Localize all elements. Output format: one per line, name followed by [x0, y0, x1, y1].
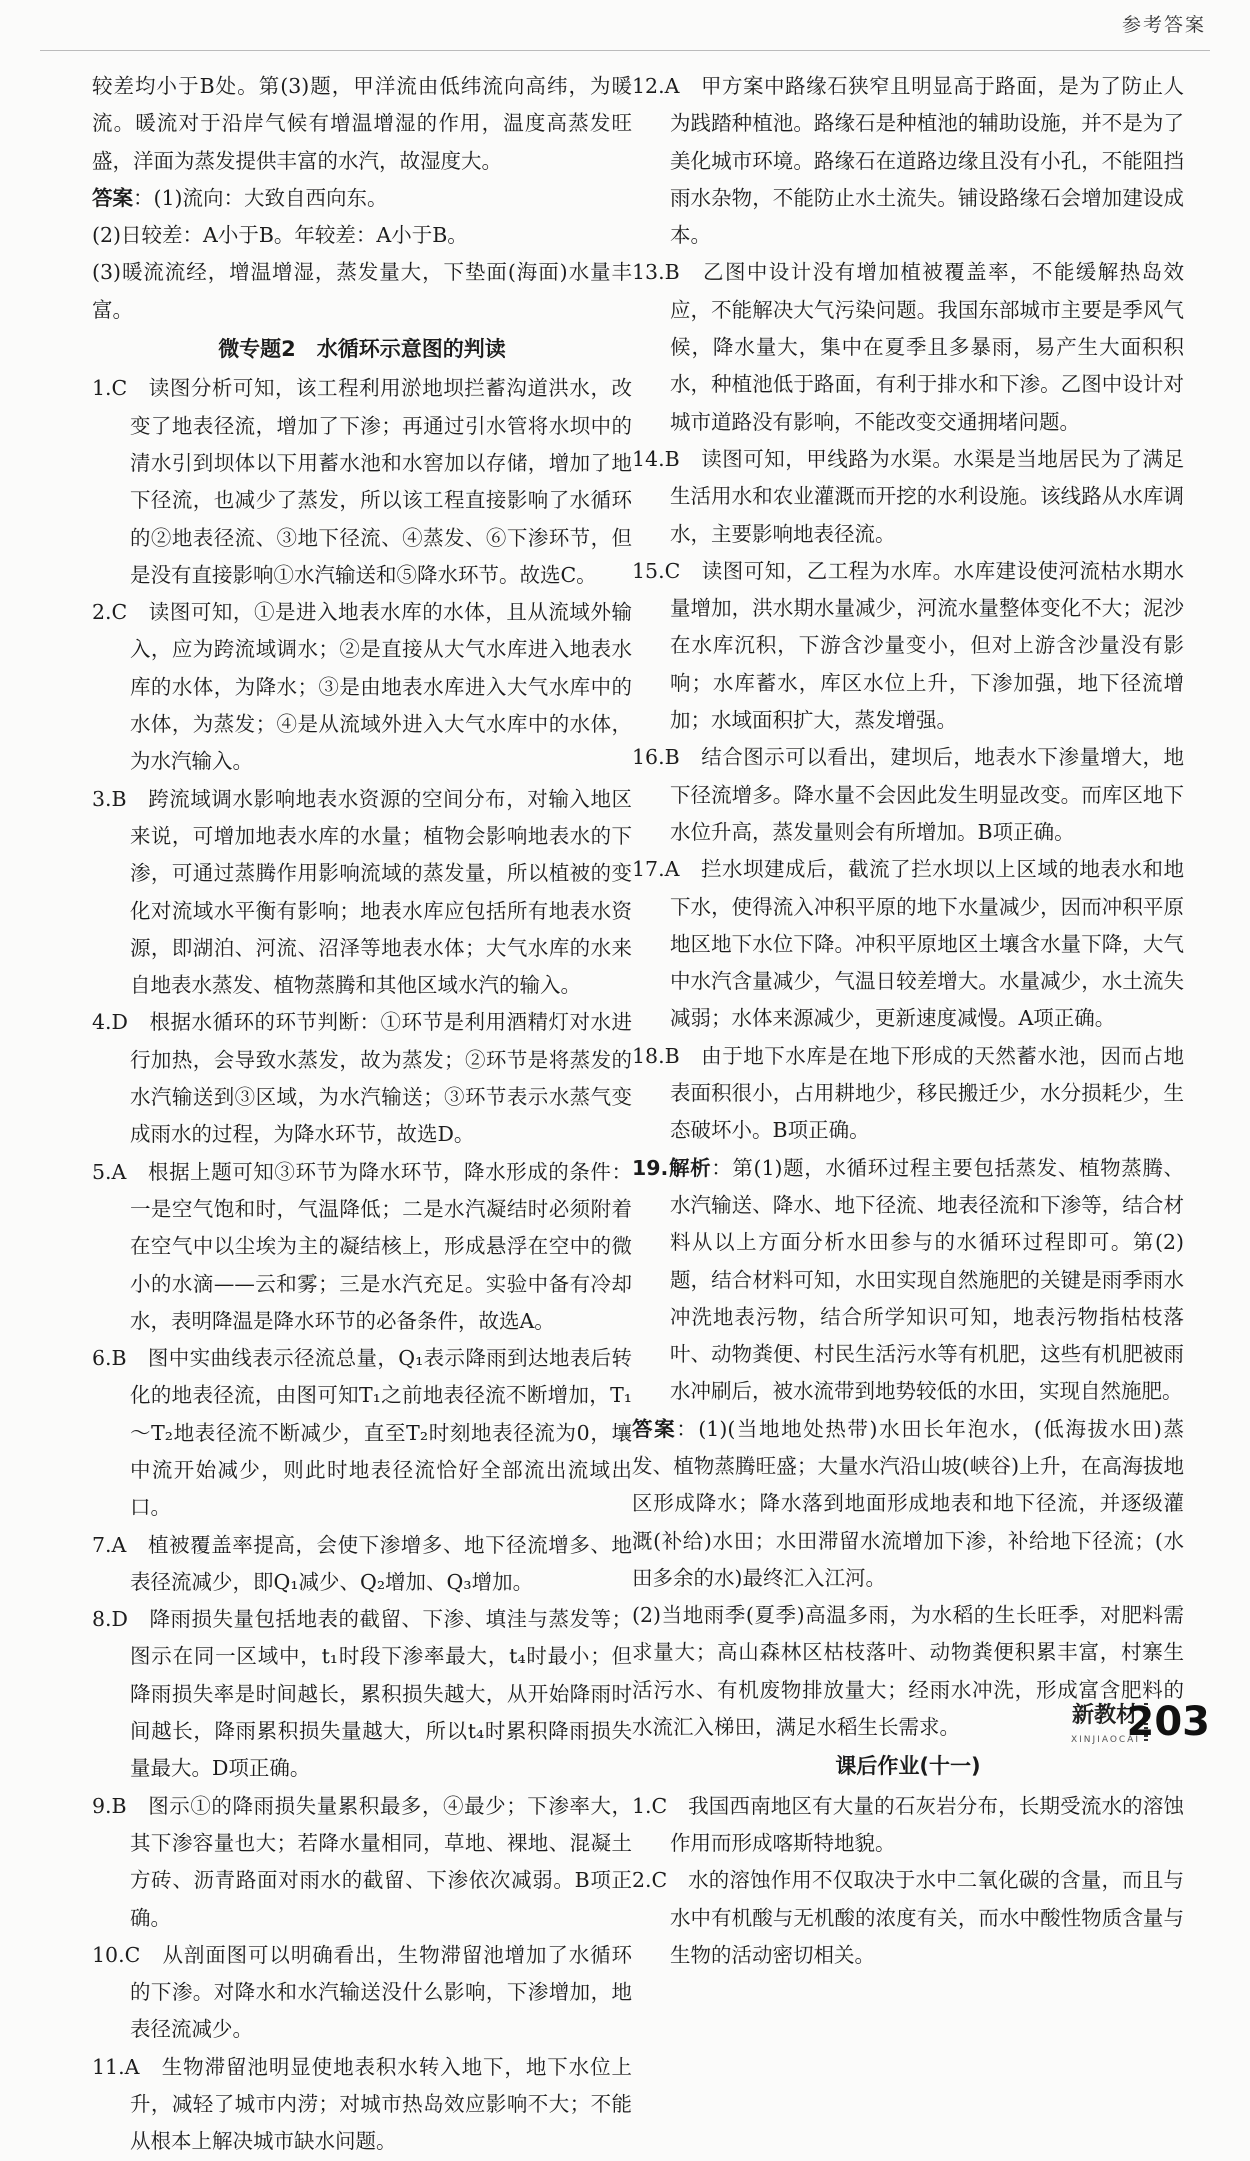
question-2: 2.C 读图可知，①是进入地表水库的水体，且从流域外输入，应为跨流域调水；②是直接从大气水库进入地表水库的水体，为降水；③是由地表水库进入大气水库中的水体，为蒸发；④是从流域外进入大气水库中的水体，为水汽输入。: [92, 600, 632, 774]
analysis-text: ：第(1)题，水循环过程主要包括蒸发、植物蒸腾、水汽输送、降水、地下径流、地表径流和下渗等，结合材料从以上方面分析水田参与的水循环过程即可。第(2)题，结合材料可知，水田实现自然施肥的关键是雨季雨水冲洗地表污物，结合所学知识可知，地表污物指枯枝落叶、动物粪便、村民生活污水等有机肥，这些有机肥被雨水冲刷后，被水流带到地势较低的水田，实现自然施肥。: [670, 1155, 1184, 1404]
question-8: 8.D 降雨损失量包括地表的截留、下渗、填洼与蒸发等；图示在同一区域中，t₁时段下渗率最大，t₄时最小；但降雨损失率是时间越长，累积损失越大，从开始降雨时间越长，降雨累积损失量越大，所以t₄时累积降雨损失量最大。D项正确。: [92, 1607, 632, 1781]
header-rule: [40, 50, 1210, 51]
answer-19-line-1: [632, 1411, 1184, 1597]
question-17: 17.A 拦水坝建成后，截流了拦水坝以上区域的地表水和地下水，使得流入冲积平原的地下水量减少，因而冲积平原地区地下水位下降。冲积平原地区土壤含水量下降，大气中水汽含量减少，气温日较差增大。水量减少，水土流失减弱；水体来源减少，更新速度减慢。A项正确。: [632, 857, 1184, 1031]
question-14: 14.B 读图可知，甲线路为水渠。水渠是当地居民为了满足生活用水和农业灌溉而开挖的水利设施。该线路从水库调水，主要影响地表径流。: [632, 446, 1184, 546]
answer-line-3: (3)暖流流经，增温增湿，蒸发量大，下垫面(海面)水量丰富。: [92, 260, 632, 322]
page-header-title: 参考答案: [1121, 14, 1206, 36]
question-16: 16.B 结合图示可以看出，建坝后，地表水下渗量增大，地下径流增多。降水量不会因此发生明显改变。而库区地下水位升高，蒸发量则会有所增加。B项正确。: [632, 745, 1184, 844]
question-18: 18.B 由于地下水库是在地下形成的天然蓄水池，因而占地表面积很小，占用耕地少，移民搬迁少，水分损耗少，生态破坏小。B项正确。: [632, 1043, 1184, 1143]
question-4: 4.D 根据水循环的环节判断：①环节是利用酒精灯对水进行加热，会导致水蒸发，故为蒸发；②环节是将蒸发的水汽输送到③区域，为水汽输送；③环节表示水蒸气变成雨水的过程，为降水环节，故选D。: [92, 1010, 632, 1147]
question-1: 1.C 读图分析可知，该工程利用淤地坝拦蓄沟道洪水，改变了地表径流，增加了下渗；再通过引水管将水坝中的清水引到坝体以下用蓄水池和水窖加以存储，增加了地下径流，也减少了蒸发，所以该工程直接影响了水循环的②地表径流、③地下径流、④蒸发、⑥下渗环节，但是没有直接影响①水汽输送和⑤降水环节。故选C。: [92, 376, 632, 587]
answer-text-1: ：(1)流向：大致自西向东。: [133, 185, 388, 210]
question-3: 3.B 跨流域调水影响地表水资源的空间分布，对输入地区来说，可增加地表水库的水量；植物会影响地表水的下渗，可通过蒸腾作用影响流域的蒸发量，所以植被的变化对流域水平衡有影响；地表水库应包括所有地表水资源，即湖泊、河流、沼泽等地表水体；大气水库的水来自地表水蒸发、植物蒸腾和其他区域水汽的输入。: [92, 786, 632, 998]
analysis-label: 19.解析: [632, 1155, 712, 1180]
question-9: 9.B 图示①的降雨损失量累积最多，④最少；下渗率大，其下渗容量也大；若降水量相同，草地、裸地、混凝土方砖、沥青路面对雨水的截留、下渗依次减弱。B项正确。: [92, 1793, 632, 1930]
homework-question-1: 1.C 我国西南地区有大量的石灰岩分布，长期受流水的溶蚀作用而形成喀斯特地貌。: [632, 1793, 1184, 1855]
question-12: 12.A 甲方案中路缘石狭窄且明显高于路面，是为了防止人为践踏种植池。路缘石是种植池的辅助设施，并不是为了美化城市环境。路缘石在道路边缘且没有小孔，不能阻挡雨水杂物，不能防止水土流失。铺设路缘石会增加建设成本。: [632, 74, 1184, 248]
section-heading-homework: 课后作业(十一): [835, 1754, 981, 1779]
question-11: 11.A 生物滞留池明显使地表积水转入地下，地下水位上升，减轻了城市内涝；对城市热岛效应影响不大；不能从根本上解决城市缺水问题。: [92, 2054, 632, 2154]
page-number: 203: [1126, 1699, 1210, 1745]
paragraph-intro: 较差均小于B处。第(3)题，甲洋流由低纬流向高纬，为暖流。暖流对于沿岸气候有增温增湿的作用，温度高蒸发旺盛，洋面为蒸发提供丰富的水汽，故湿度大。: [92, 74, 632, 173]
answer-line-2: (2)日较差：A小于B。年较差：A小于B。: [92, 223, 468, 248]
answer-19-line-2: (2)当地雨季(夏季)高温多雨，为水稻的生长旺季，对肥料需求量大；高山森林区枯枝落叶、动物粪便积累丰富，村寨生活污水、有机废物排放量大；经雨水冲洗，形成富含肥料的水流汇入梯田，满足水稻生长需求。: [632, 1603, 1184, 1740]
footer-brand: 新教材: [1071, 1703, 1138, 1728]
footer-brand-pinyin: XINJIAOCAI: [1070, 1735, 1140, 1745]
answer-label: 答案: [92, 185, 133, 210]
answer-19-text-1: ：(1)(当地地处热带)水田长年泡水，(低海拔水田)蒸发、植物蒸腾旺盛；大量水汽沿山坡(峡谷)上升，在高海拔地区形成降水；降水落到地面形成地表和地下径流，并逐级灌溉(补给)水田；水田滞留水流增加下渗，补给地下径流；(水田多余的水)最终汇入江河。: [632, 1416, 1185, 1590]
answer-line-1: [92, 180, 632, 217]
answer-label: 答案: [632, 1416, 677, 1441]
right-column: [632, 68, 1184, 1974]
question-7: 7.A 植被覆盖率提高，会使下渗增多、地下径流增多、地表径流减少，即Q₁减少、Q₂增加、Q₃增加。: [92, 1532, 632, 1594]
question-5: 5.A 根据上题可知③环节为降水环节，降水形成的条件：一是空气饱和时，气温降低；二是水汽凝结时必须附着在空气中以尘埃为主的凝结核上，形成悬浮在空中的微小的水滴——云和雾；三是水汽充足。实验中备有冷却水，表明降温是降水环节的必备条件，故选A。: [92, 1159, 632, 1333]
question-15: 15.C 读图可知，乙工程为水库。水库建设使河流枯水期水量增加，洪水期水量减少，河流水量整体变化不大；泥沙在水库沉积，下游含沙量变小，但对上游含沙量没有影响；水库蓄水，库区水位上升，下渗加强，地下径流增加；水域面积扩大，蒸发增强。: [632, 558, 1184, 733]
question-19: [632, 1150, 1184, 1411]
section-heading-water-cycle: 微专题2 水循环示意图的判读: [218, 337, 506, 362]
question-6: 6.B 图中实曲线表示径流总量，Q₁表示降雨到达地表后转化的地表径流，由图可知T₁之前地表径流不断增加，T₁～T₂地表径流不断减少，直至T₂时刻地表径流为0，壤中流开始减少，则此时地表径流恰好全部流出流域出口。: [92, 1346, 632, 1520]
left-column: [92, 68, 632, 2161]
homework-question-2: 2.C 水的溶蚀作用不仅取决于水中二氧化碳的含量，而且与水中有机酸与无机酸的浓度有关，而水中酸性物质含量与生物的活动密切相关。: [632, 1868, 1184, 1967]
question-13: 13.B 乙图中设计没有增加植被覆盖率，不能缓解热岛效应，不能解决大气污染问题。我国东部城市主要是季风气候，降水量大，集中在夏季且多暴雨，易产生大面积积水，种植池低于路面，有利于排水和下渗。乙图中设计对城市道路没有影响，不能改变交通拥堵问题。: [632, 260, 1184, 434]
question-10: 10.C 从剖面图可以明确看出，生物滞留池增加了水循环的下渗。对降水和水汽输送没什么影响，下渗增加，地表径流减少。: [92, 1942, 632, 2042]
